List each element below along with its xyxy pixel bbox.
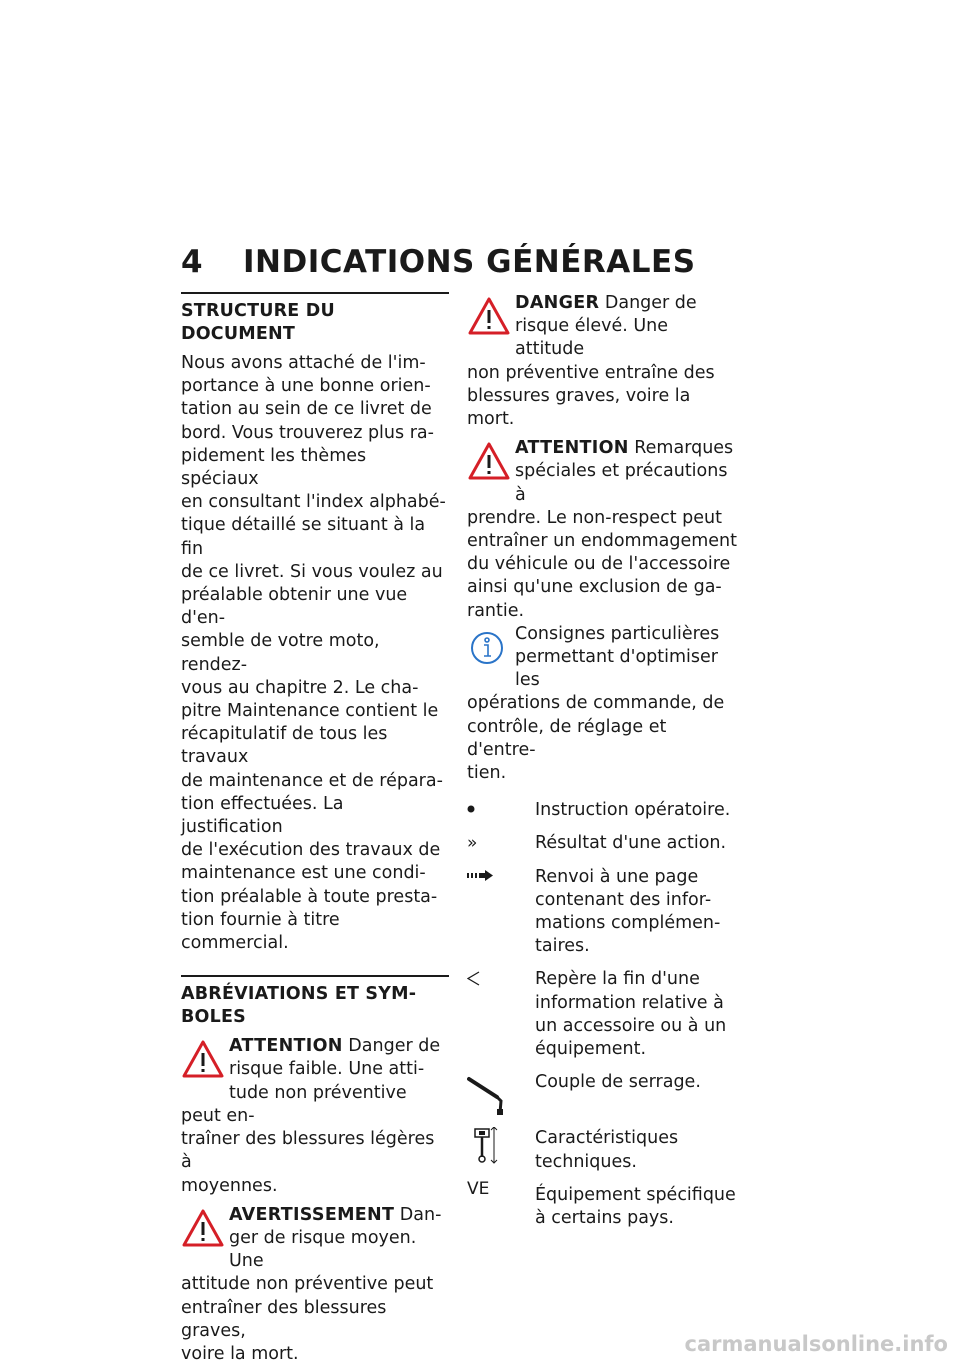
section-divider [181, 975, 449, 977]
result-icon: » [467, 833, 478, 854]
danger-block: DANGER Danger de risque élevé. Une attitude non préventive entraîne des blessures graves, voire la mort. [467, 293, 715, 430]
list-item: Couple de serrage. [467, 1071, 739, 1117]
watermark: carmanualsonline.info [684, 1332, 948, 1356]
list-item: Repère la fin d'une information relative à un accessoire ou à un équipement. [467, 968, 739, 1061]
symbol-list [467, 799, 739, 1230]
warning-triangle-icon [467, 441, 511, 485]
attention-keyword: ATTENTION [515, 438, 629, 459]
avertissement-keyword: AVERTISSEMENT [229, 1204, 395, 1225]
chapter-number: 4 [181, 244, 204, 280]
end-marker-icon [467, 968, 527, 1018]
info-block: Consignes particulières permettant d'optimiser les opérations de commande, de contrôle, de réglage et d'entre- tien. [467, 623, 725, 784]
page-reference-arrow-icon [467, 866, 527, 916]
left-column [181, 292, 449, 1366]
section-heading-structure: STRUCTURE DU DOCUMENT [181, 301, 335, 344]
list-item: Renvoi à une page contenant des infor- mations complémen- taires. [467, 866, 739, 959]
attention-keyword: ATTENTION [229, 1036, 343, 1057]
avertissement-block: AVERTISSEMENT Dan- ger de risque moyen. Une attitude non préventive peut entraîner des blessures graves, voire la mort. [181, 1204, 442, 1364]
list-item: Caractéristiques techniques. [467, 1127, 739, 1173]
right-column [467, 292, 739, 1230]
warning-triangle-icon [181, 1208, 225, 1252]
torque-wrench-icon [467, 1071, 527, 1121]
section-divider [181, 292, 449, 294]
country-equipment-label: VE [467, 1178, 490, 1199]
list-item: VE Équipement spécifique à certains pays. [467, 1178, 736, 1228]
warning-triangle-icon [467, 296, 511, 340]
chapter-title [181, 244, 781, 280]
attention-low-block: ATTENTION Danger de risque faible. Une atti- tude non préventive peut en- traîner des blessures légères à moyennes. [181, 1036, 441, 1196]
info-circle-icon [467, 627, 511, 671]
structure-paragraph: Nous avons attaché de l'im- portance à une bonne orien- tation au sein de ce livret de bord. Vous trouverez plus ra- pidement les thèmes spéciaux en consultant l'index alphabé- tique détaillé se situant à la fin de ce livret. Si vous voulez au préalable obtenir une vue d'en- semble de votre moto, rendez- vous au chapitre 2. Le cha- pitre Maintenance contient le récapitulatif de tous les travaux de maintenance et de répara- tion effectuées. La justification de l'exécution des travaux de maintenance est une condi- tion préalable à toute presta- tion fournie à titre commercial. [181, 353, 446, 954]
section-heading-abbreviations: ABRÉVIATIONS ET SYM- BOLES [181, 984, 417, 1028]
attention-notes-block: ATTENTION Remarques spéciales et précautions à prendre. Le non-respect peut entraîner un endommagement du véhicule ou de l'accessoire ainsi qu'une exclusion de ga- rantie. [467, 438, 737, 621]
warning-triangle-icon [181, 1039, 225, 1083]
danger-keyword: DANGER [515, 293, 600, 313]
technical-data-icon [467, 1127, 527, 1177]
list-item: Instruction opératoire. [467, 799, 739, 822]
list-item: » Résultat d'une action. [467, 832, 739, 855]
chapter-title-text: INDICATIONS GÉNÉRALES [243, 244, 696, 280]
